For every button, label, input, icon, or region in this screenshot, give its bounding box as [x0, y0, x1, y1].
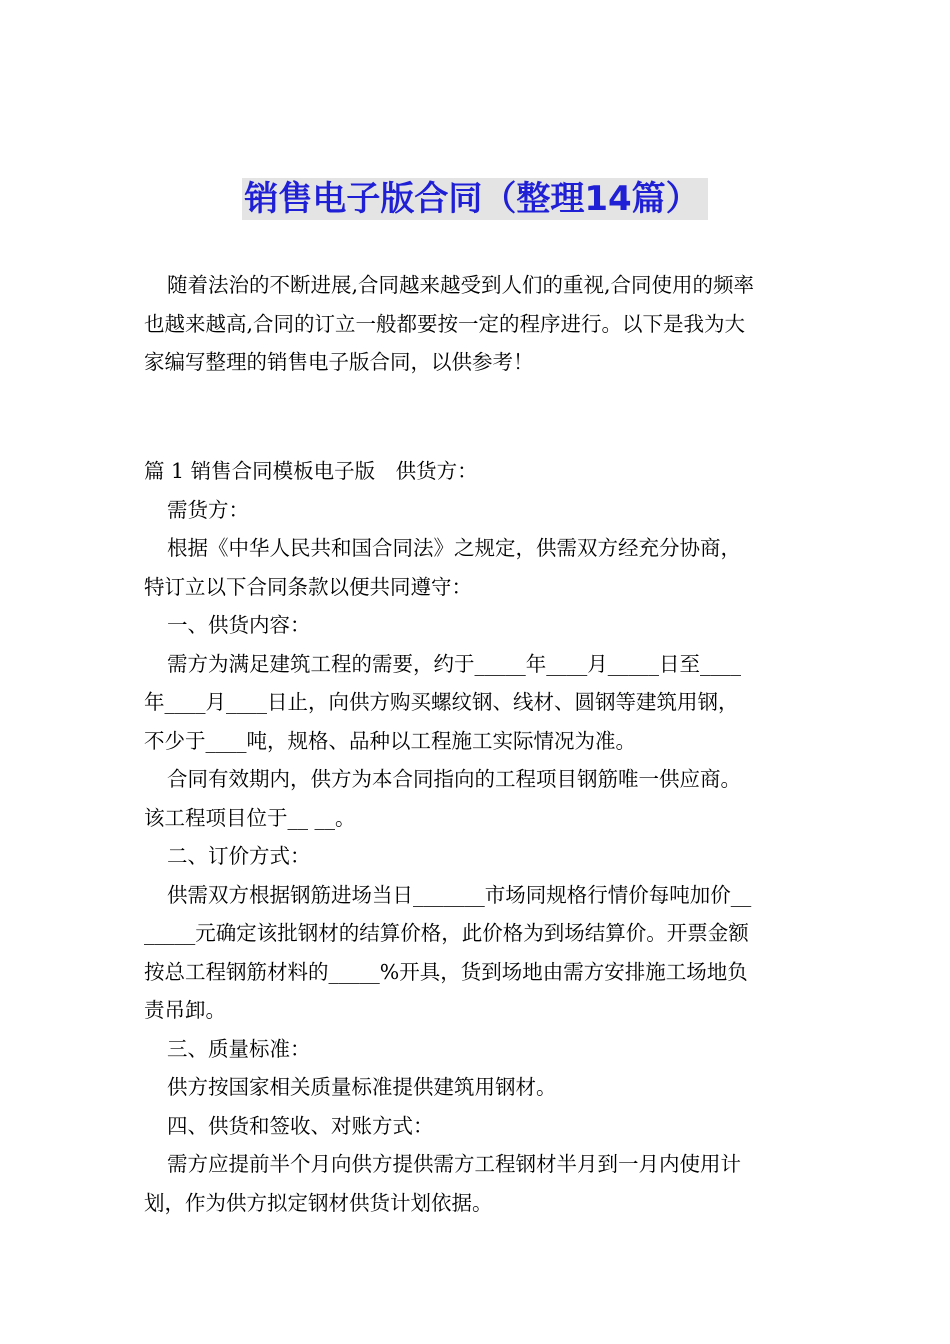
contract-line: 不少于____吨，规格、品种以工程施工实际情况为准。 [144, 728, 636, 753]
contract-line: 该工程项目位于__ __。 [144, 805, 356, 830]
contract-line: 按总工程钢筋材料的_____%开具，货到场地由需方安排施工场地负 [144, 959, 748, 984]
contract-line: 供方按国家相关质量标准提供建筑用钢材。 [167, 1075, 557, 1099]
contract-line: 合同有效期内，供方为本合同指向的工程项目钢筋唯一供应商。 [167, 767, 741, 791]
contract-line: 年____月____日止，向供方购买螺纹钢、线材、圆钢等建筑用钢， [144, 690, 739, 714]
contract-line: 需方为满足建筑工程的需要，约于_____年____月_____日至____ [167, 651, 741, 676]
contract-line: 根据《中华人民共和国合同法》之规定，供需双方经充分协商， [167, 536, 741, 560]
contract-line: 特订立以下合同条款以便共同遵守： [144, 574, 472, 599]
contract-body [144, 452, 814, 1222]
intro-line: 也越来越高,合同的订立一般都要按一定的程序进行。以下是我为大 [144, 311, 746, 336]
document-title: 销售电子版合同（整理14篇） [242, 178, 707, 220]
contract-line: 责吊卸。 [144, 998, 226, 1022]
contract-line: 三、质量标准： [167, 1036, 311, 1061]
contract-line: 划，作为供方拟定钢材供货计划依据。 [144, 1190, 493, 1215]
contract-line: 需方应提前半个月向供方提供需方工程钢材半月到一月内使用计 [167, 1152, 741, 1176]
intro-line: 家编写整理的销售电子版合同，以供参考！ [144, 350, 534, 374]
contract-line: _____元确定该批钢材的结算价格，此价格为到场结算价。开票金额 [144, 921, 749, 945]
intro-line: 随着法治的不断进展,合同越来越受到人们的重视,合同使用的频率 [167, 273, 755, 297]
contract-line: 二、订价方式： [167, 844, 311, 868]
contract-line: 供需双方根据钢筋进场当日_______市场同规格行情价每吨加价__ [167, 882, 752, 907]
title-container [0, 178, 950, 220]
contract-line: 需货方： [167, 497, 249, 522]
intro-paragraph [144, 266, 814, 382]
contract-line: 篇 1 销售合同模板电子版 供货方： [144, 459, 478, 483]
contract-line: 四、供货和签收、对账方式： [167, 1113, 434, 1138]
contract-line: 一、供货内容： [167, 613, 311, 637]
